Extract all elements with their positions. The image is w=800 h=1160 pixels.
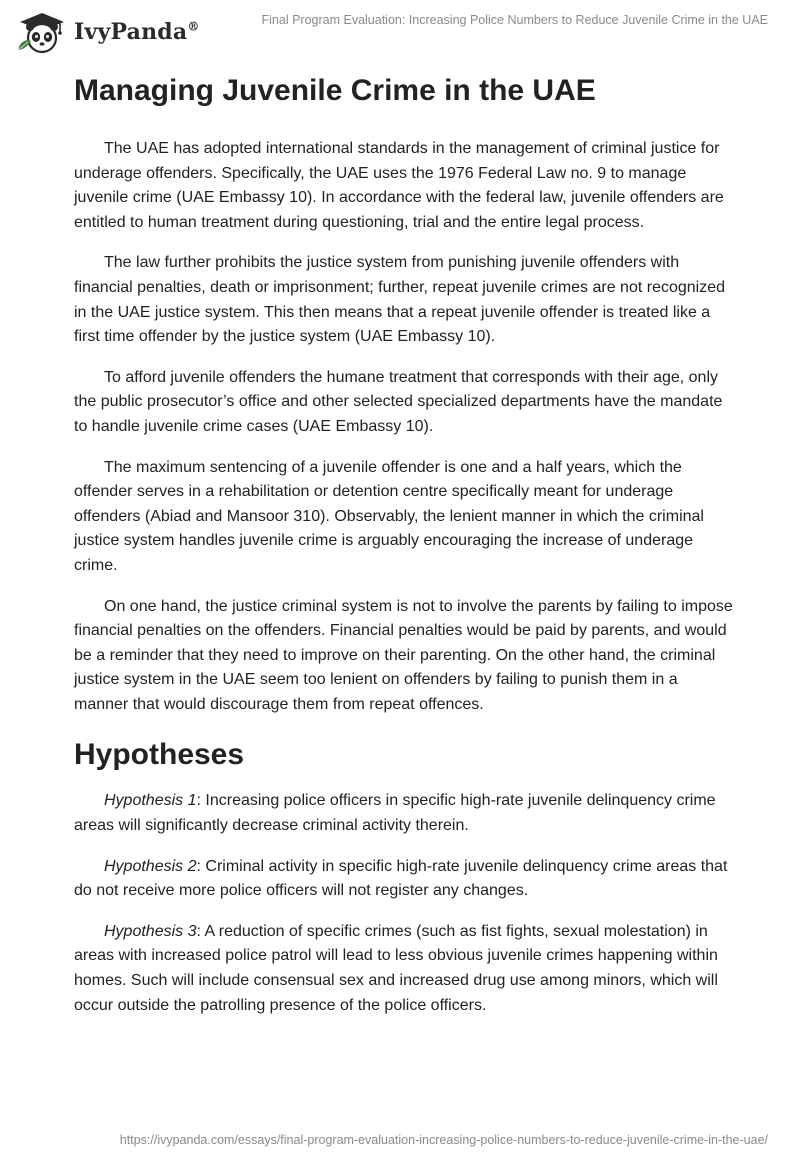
hypothesis-label: Hypothesis 1 (104, 792, 197, 810)
hypothesis-label: Hypothesis 2 (104, 857, 197, 875)
section-heading: Managing Juvenile Crime in the UAE (74, 74, 596, 107)
page-header (0, 0, 800, 60)
hypothesis-text: : Increasing police officers in specific high-rate juvenile delinquency crime areas will significantly decrease criminal activity therein. (74, 792, 716, 835)
hypothesis-paragraph (74, 855, 734, 904)
section-heading: Hypotheses (74, 738, 245, 772)
hypothesis-paragraph (74, 789, 734, 838)
source-url[interactable]: https://ivypanda.com/essays/final-program-evaluation-increasing-police-numbers-to-reduce-juvenile-crime-in-the-uae/ (119, 1133, 768, 1147)
brand-name: IvyPanda® (74, 19, 200, 45)
panda-logo-icon (14, 10, 72, 54)
section-managing-juvenile-crime (74, 68, 734, 717)
hypothesis-paragraph (74, 920, 734, 1018)
paragraph: On one hand, the justice criminal system is not to involve the parents by failing to impose financial penalties on the offenders. Financial penalties would be paid by parents, and would be a reminder that they need to improve on their parenting. On the other hand, the criminal justice system in the UAE seem too lenient on offenders by failing to punish them in a manner that would discourage them from repeat offences. (74, 597, 733, 713)
paragraph: To afford juvenile offenders the humane treatment that corresponds with their age, only the public prosecutor’s office and other selected specialized departments have the mandate to handle juvenile crime cases (UAE Embassy 10). (74, 368, 723, 435)
paragraph: The UAE has adopted international standards in the management of criminal justice for underage offenders. Specifically, the UAE uses the 1976 Federal Law no. 9 to manage juvenile crime (UAE Embassy 10). In accordance with the federal law, juvenile offenders are entitled to human treatment during questioning, trial and the entire legal process. (74, 140, 724, 231)
hypothesis-text: : A reduction of specific crimes (such as fist fights, sexual molestation) in areas with increased police patrol will lead to less obvious juvenile crimes happening within homes. Such will include consensual sex and increased drug use among minors, which will occur outside the patrolling presence of the police officers. (74, 922, 718, 1014)
ivypanda-logo[interactable] (14, 10, 200, 54)
paragraph: The law further prohibits the justice system from punishing juvenile offenders with financial penalties, death or imprisonment; further, repeat juvenile crimes are not recognized in the UAE justice system. This then means that a repeat juvenile offender is treated like a first time offender by the justice system (UAE Embassy 10). (74, 254, 726, 346)
hypothesis-label: Hypothesis 3 (104, 922, 197, 940)
essay-content (74, 68, 734, 1034)
section-hypotheses (74, 733, 734, 1018)
paragraph: The maximum sentencing of a juvenile offender is one and a half years, which the offender serves in a rehabilitation or detention centre specifically meant for underage offenders (Abiad and Mansoor 310). Observably, the lenient manner in which the criminal justice system handles juvenile crime is arguably encouraging the increase of underage crime. (74, 458, 704, 574)
document-title: Final Program Evaluation: Increasing Police Numbers to Reduce Juvenile Crime in the UAE (261, 13, 768, 27)
hypothesis-text: : Criminal activity in specific high-rate juvenile delinquency crime areas that do not receive more police officers will not register any changes. (74, 857, 728, 900)
